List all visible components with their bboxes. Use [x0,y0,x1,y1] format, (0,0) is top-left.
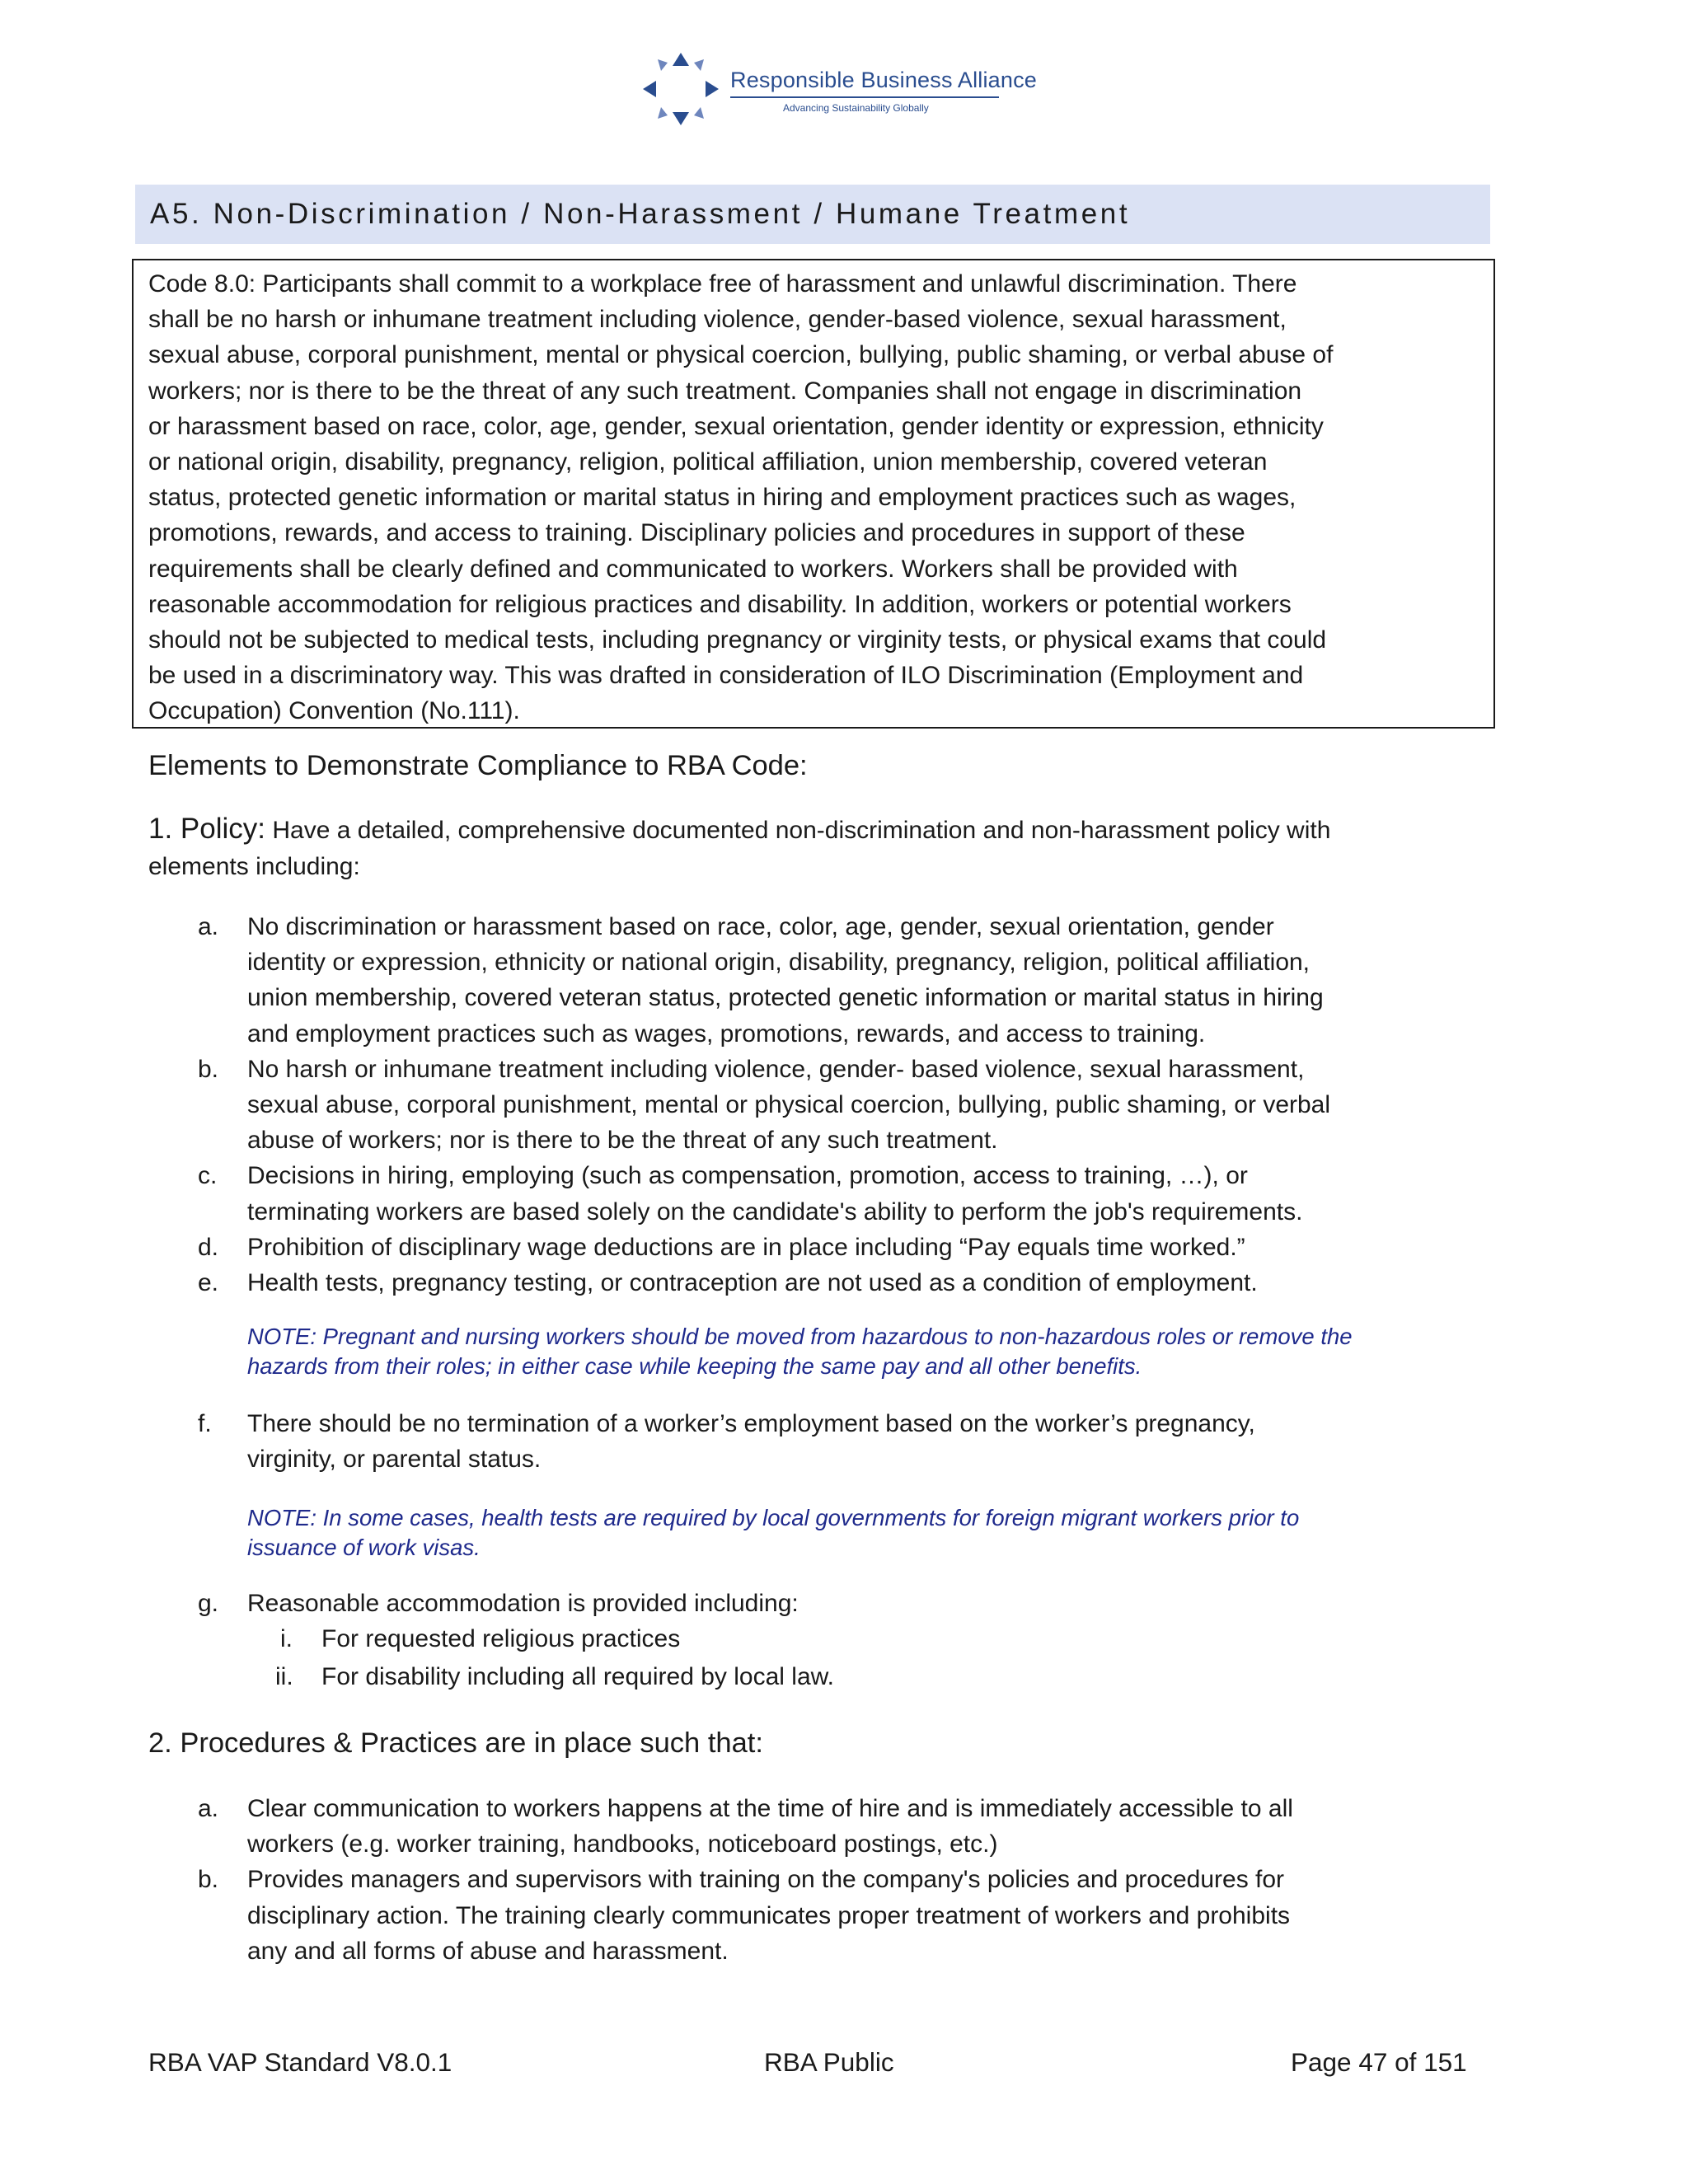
list-item-line: union membership, covered veteran status, protected genetic information or marital status in hiring [247,984,1324,1012]
list-item-line: any and all forms of abuse and harassment. [247,1937,729,1965]
policy-intro-line: Have a detailed, comprehensive documented non-discrimination and non-harassment policy with [272,817,1331,844]
logo-tagline: Advancing Sustainability Globally [783,102,929,114]
list-item-line: terminating workers are based solely on the candidate's ability to perform the job's requirements. [247,1197,1303,1226]
section-header-bar [135,185,1490,244]
policy-intro-line: elements including: [148,853,360,880]
code-line: or national origin, disability, pregnancy, religion, political affiliation, union membership, covered veteran [148,448,1268,476]
note-line: issuance of work visas. [247,1534,481,1560]
list-item-line: disciplinary action. The training clearly communicates proper treatment of workers and prohibits [247,1901,1291,1929]
list-item-line: sexual abuse, corporal punishment, mental or physical coercion, bullying, public shaming, or verbal [247,1090,1331,1118]
list-item-line: Reasonable accommodation is provided including: [247,1590,799,1617]
rba-logo [640,48,1038,130]
code-line: or harassment based on race, color, age, gender, sexual orientation, gender identity or expression, ethnicity [148,412,1324,440]
list-marker: d. [198,1233,219,1261]
code-line: sexual abuse, corporal punishment, mental or physical coercion, bullying, public shaming, or verbal abuse of [148,341,1334,369]
code-line: status, protected genetic information or marital status in hiring and employment practices such as wages, [148,484,1296,512]
list-marker: g. [198,1590,219,1617]
code-line: should not be subjected to medical tests, including pregnancy or virginity tests, or physical exams that could [148,626,1327,654]
elements-heading: Elements to Demonstrate Compliance to RBA Code: [148,750,808,781]
note-line: NOTE: Pregnant and nursing workers should be moved from hazardous to non-hazardous roles or remove the [247,1324,1353,1349]
list-item-line: virginity, or parental status. [247,1446,542,1474]
list-item-line: No harsh or inhumane treatment including violence, gender- based violence, sexual harassment, [247,1055,1305,1083]
list-item-line: and employment practices such as wages, promotions, rewards, and access to training. [247,1019,1206,1047]
policy-title: 1. Policy: [148,813,265,845]
sub-list-item-text: For disability including all required by local law. [321,1663,834,1690]
policy-intro [148,811,1475,885]
procedures-heading: 2. Procedures & Practices are in place such that: [148,1727,763,1759]
section-title: A5. Non-Discrimination / Non-Harassment / Humane Treatment [150,198,1131,230]
logo-title: Responsible Business Alliance [730,68,1038,92]
note-health-tests [247,1503,1299,1562]
code-line: Occupation) Convention (No.111). [148,697,520,725]
footer-classification: RBA Public [764,2047,894,2077]
rba-logo-icon [640,48,722,130]
code-line: be used in a discriminatory way. This was drafted in consideration of ILO Discrimination (Employment and [148,662,1304,690]
sub-list-marker: ii. [275,1663,293,1690]
code-line: workers; nor is there to be the threat of any such treatment. Companies shall not engage in discrimination [148,377,1302,405]
list-item-line: identity or expression, ethnicity or national origin, disability, pregnancy, religion, political affiliation, [247,949,1311,977]
footer-page-number: Page 47 of 151 [1291,2047,1467,2077]
code-line: shall be no harsh or inhumane treatment including violence, gender-based violence, sexual harassment, [148,306,1287,334]
sub-list-marker: i. [280,1625,293,1653]
list-marker: a. [198,913,219,940]
code-box [132,259,1495,729]
note-line: hazards from their roles; in either case while keeping the same pay and all other benefits. [247,1352,1142,1379]
list-marker: f. [198,1410,212,1437]
list-item-line: Provides managers and supervisors with training on the company's policies and procedures for [247,1866,1285,1894]
logo-rule [730,96,999,98]
list-item-line: abuse of workers; nor is there to be the threat of any such treatment. [247,1127,998,1155]
list-marker: c. [198,1162,218,1190]
list-marker: e. [198,1269,219,1296]
list-item-line: Prohibition of disciplinary wage deductions are in place including “Pay equals time worked.” [247,1233,1245,1261]
list-item-line: Decisions in hiring, employing (such as compensation, promotion, access to training, …), or [247,1162,1248,1190]
list-marker: b. [198,1866,219,1894]
list-item-line: Clear communication to workers happens at the time of hire and is immediately accessible to all [247,1795,1293,1822]
sub-list-item-text: For requested religious practices [321,1625,681,1653]
note-line: NOTE: In some cases, health tests are required by local governments for foreign migrant workers prior to [247,1505,1300,1530]
footer-document-version: RBA VAP Standard V8.0.1 [148,2047,452,2077]
code-line: promotions, rewards, and access to training. Disciplinary policies and procedures in support of these [148,519,1245,547]
list-marker: a. [198,1795,219,1822]
list-item-line: There should be no termination of a worker’s employment based on the worker’s pregnancy, [247,1410,1255,1437]
note-pregnant-workers [247,1322,1353,1380]
list-item-line: No discrimination or harassment based on race, color, age, gender, sexual orientation, gender [247,913,1274,940]
code-line: Code 8.0: Participants shall commit to a workplace free of harassment and unlawful discrimination. There [148,270,1297,298]
list-item-line: Health tests, pregnancy testing, or contraception are not used as a condition of employment. [247,1269,1258,1296]
code-line: requirements shall be clearly defined and communicated to workers. Workers shall be provided with [148,555,1238,583]
code-line: reasonable accommodation for religious practices and disability. In addition, workers or potential workers [148,590,1292,618]
list-marker: b. [198,1055,219,1083]
list-item-line: workers (e.g. worker training, handbooks, noticeboard postings, etc.) [247,1830,998,1858]
